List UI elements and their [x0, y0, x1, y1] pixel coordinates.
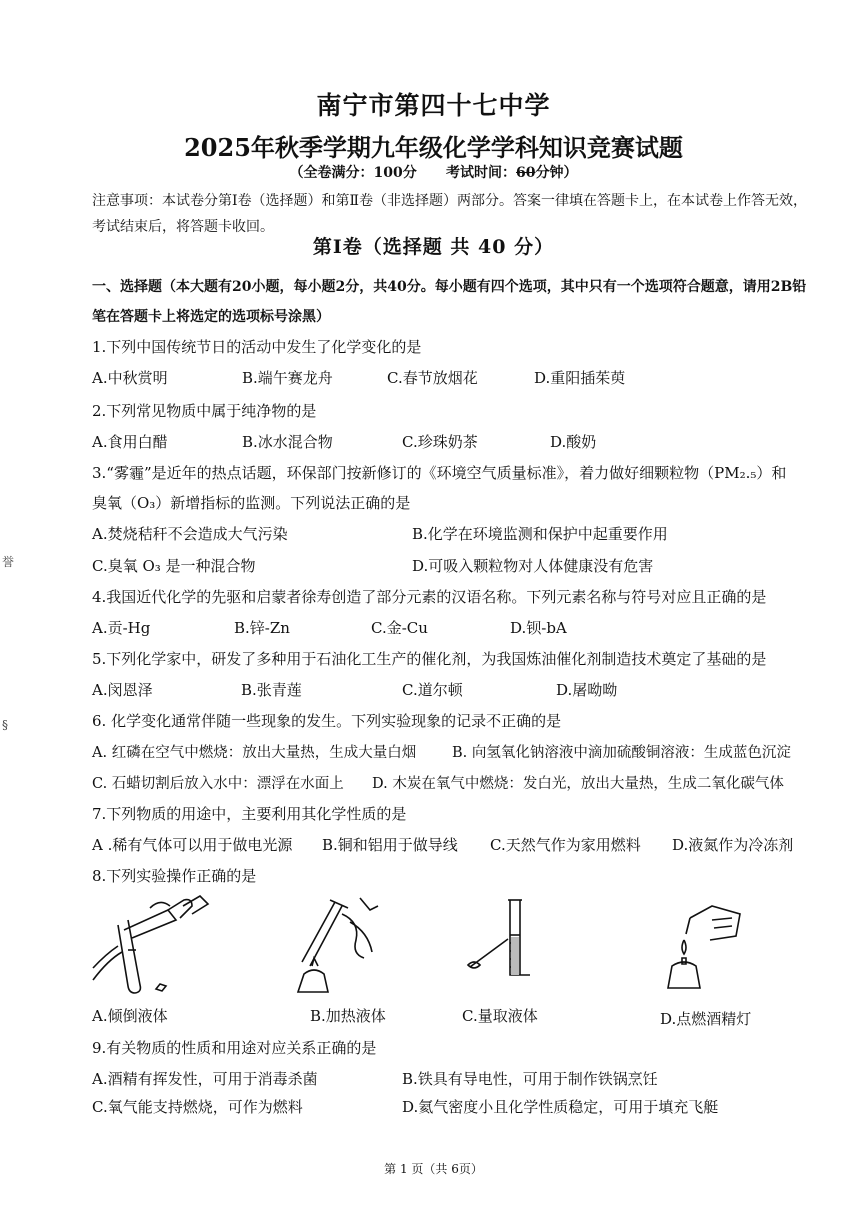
option: B. 向氢氧化钠溶液中滴加硫酸铜溶液：生成蓝色沉淀: [452, 745, 791, 761]
measuring-cylinder-figure: [460, 895, 540, 980]
alcohol-lamp-figure: [660, 900, 760, 995]
option: B.冰水混合物: [242, 433, 333, 451]
option: C.珍珠奶茶: [402, 433, 478, 451]
option: C. 石蜡切割后放入水中：漂浮在水面上: [92, 776, 344, 792]
option: B.铁具有导电性，可用于制作铁锅烹饪: [402, 1070, 658, 1088]
edge-mark: 誉: [2, 555, 15, 569]
option: A .稀有气体可以用于做电光源: [92, 836, 293, 854]
option: D.可吸入颗粒物对人体健康没有危害: [412, 557, 654, 575]
option: A.贡-Hg: [92, 619, 151, 637]
option: A.食用白醋: [92, 433, 168, 451]
option: D.点燃酒精灯: [660, 1010, 752, 1028]
option: D. 木炭在氧气中燃烧：发白光，放出大量热，生成二氧化碳气体: [372, 776, 784, 792]
option: A.倾倒液体: [92, 1007, 168, 1025]
question-stem-continued: 臭氧（O₃）新增指标的监测。下列说法正确的是: [92, 494, 411, 512]
option: A.闵恩泽: [92, 681, 153, 699]
option: A.酒精有挥发性，可用于消毒杀菌: [92, 1070, 318, 1088]
option: B.端午赛龙舟: [242, 369, 333, 387]
time-unit: 分钟）: [535, 165, 578, 181]
question-stem: 7.下列物质的用途中，主要利用其化学性质的是: [92, 805, 407, 823]
school-name: 南宁市第四十七中学: [316, 91, 551, 120]
option: D.重阳插茱萸: [534, 369, 626, 387]
full-score: （全卷满分：100分: [289, 165, 417, 181]
question-stem: 8.下列实验操作正确的是: [92, 867, 257, 885]
option: B.加热液体: [310, 1007, 386, 1025]
option: D.酸奶: [550, 433, 597, 451]
option: D.氦气密度小且化学性质稳定，可用于填充飞艇: [402, 1098, 719, 1116]
question-stem: 6. 化学变化通常伴随一些现象的发生。下列实验现象的记录不正确的是: [92, 712, 562, 730]
option: A.焚烧秸秆不会造成大气污染: [92, 525, 288, 543]
option: C.臭氧 O₃ 是一种混合物: [92, 557, 256, 575]
exam-meta: [0, 162, 867, 182]
option: D.钡-bA: [510, 619, 567, 637]
question-stem: 9.有关物质的性质和用途对应关系正确的是: [92, 1039, 377, 1057]
option: D.屠呦呦: [556, 681, 618, 699]
exam-title: 2025年秋季学期九年级化学学科知识竞赛试题: [184, 133, 683, 162]
option: B.化学在环境监测和保护中起重要作用: [412, 525, 668, 543]
question-stem: 4.我国近代化学的先驱和启蒙者徐寿创造了部分元素的汉语名称。下列元素名称与符号对应且正确的是: [92, 588, 767, 606]
instruction: 一、选择题（本大题有20小题，每小题2分，共40分。每小题有四个选项，其中只有一个选项符合题意，请用2B铅笔在答题卡上将选定的选项标号涂黑）: [92, 279, 807, 325]
option: B.张青莲: [241, 681, 302, 699]
option: B.锌-Zn: [234, 619, 290, 637]
option: C.春节放烟花: [387, 369, 478, 387]
time-label: 考试时间：: [446, 165, 516, 181]
section-title: 第Ⅰ卷（选择题 共 40 分）: [312, 236, 555, 258]
option: A.中秋赏明: [92, 369, 168, 387]
option: C.量取液体: [462, 1007, 538, 1025]
question-stem: 3.“雾霾”是近年的热点话题，环保部门按新修订的《环境空气质量标准》，着力做好细颗粒物（PM₂.₅）和: [92, 464, 787, 482]
pouring-liquid-figure: [88, 890, 218, 1000]
option: C.道尔顿: [402, 681, 463, 699]
option: C.金-Cu: [371, 619, 428, 637]
heating-liquid-figure: [290, 892, 400, 1002]
option: D.液氮作为冷冻剂: [672, 836, 794, 854]
option: C.氧气能支持燃烧，可作为燃料: [92, 1098, 303, 1116]
option: A. 红磷在空气中燃烧：放出大量热，生成大量白烟: [92, 745, 417, 761]
question-stem: 2.下列常见物质中属于纯净物的是: [92, 402, 317, 420]
time-struck: 60: [516, 165, 536, 181]
page-footer: 第 1 页（共 6页）: [384, 1162, 483, 1176]
question-stem: 5.下列化学家中，研发了多种用于石油化工生产的催化剂，为我国炼油催化剂制造技术奠定了基础的是: [92, 650, 767, 668]
option: B.铜和铝用于做导线: [322, 836, 458, 854]
edge-mark: §: [2, 718, 8, 732]
question-stem: 1.下列中国传统节日的活动中发生了化学变化的是: [92, 338, 422, 356]
option: C.天然气作为家用燃料: [490, 836, 641, 854]
notice: 注意事项：本试卷分第Ⅰ卷（选择题）和第Ⅱ卷（非选择题）两部分。答案一律填在答题卡上，在本试卷上作答无效，考试结束后，将答题卡收回。: [92, 193, 808, 235]
